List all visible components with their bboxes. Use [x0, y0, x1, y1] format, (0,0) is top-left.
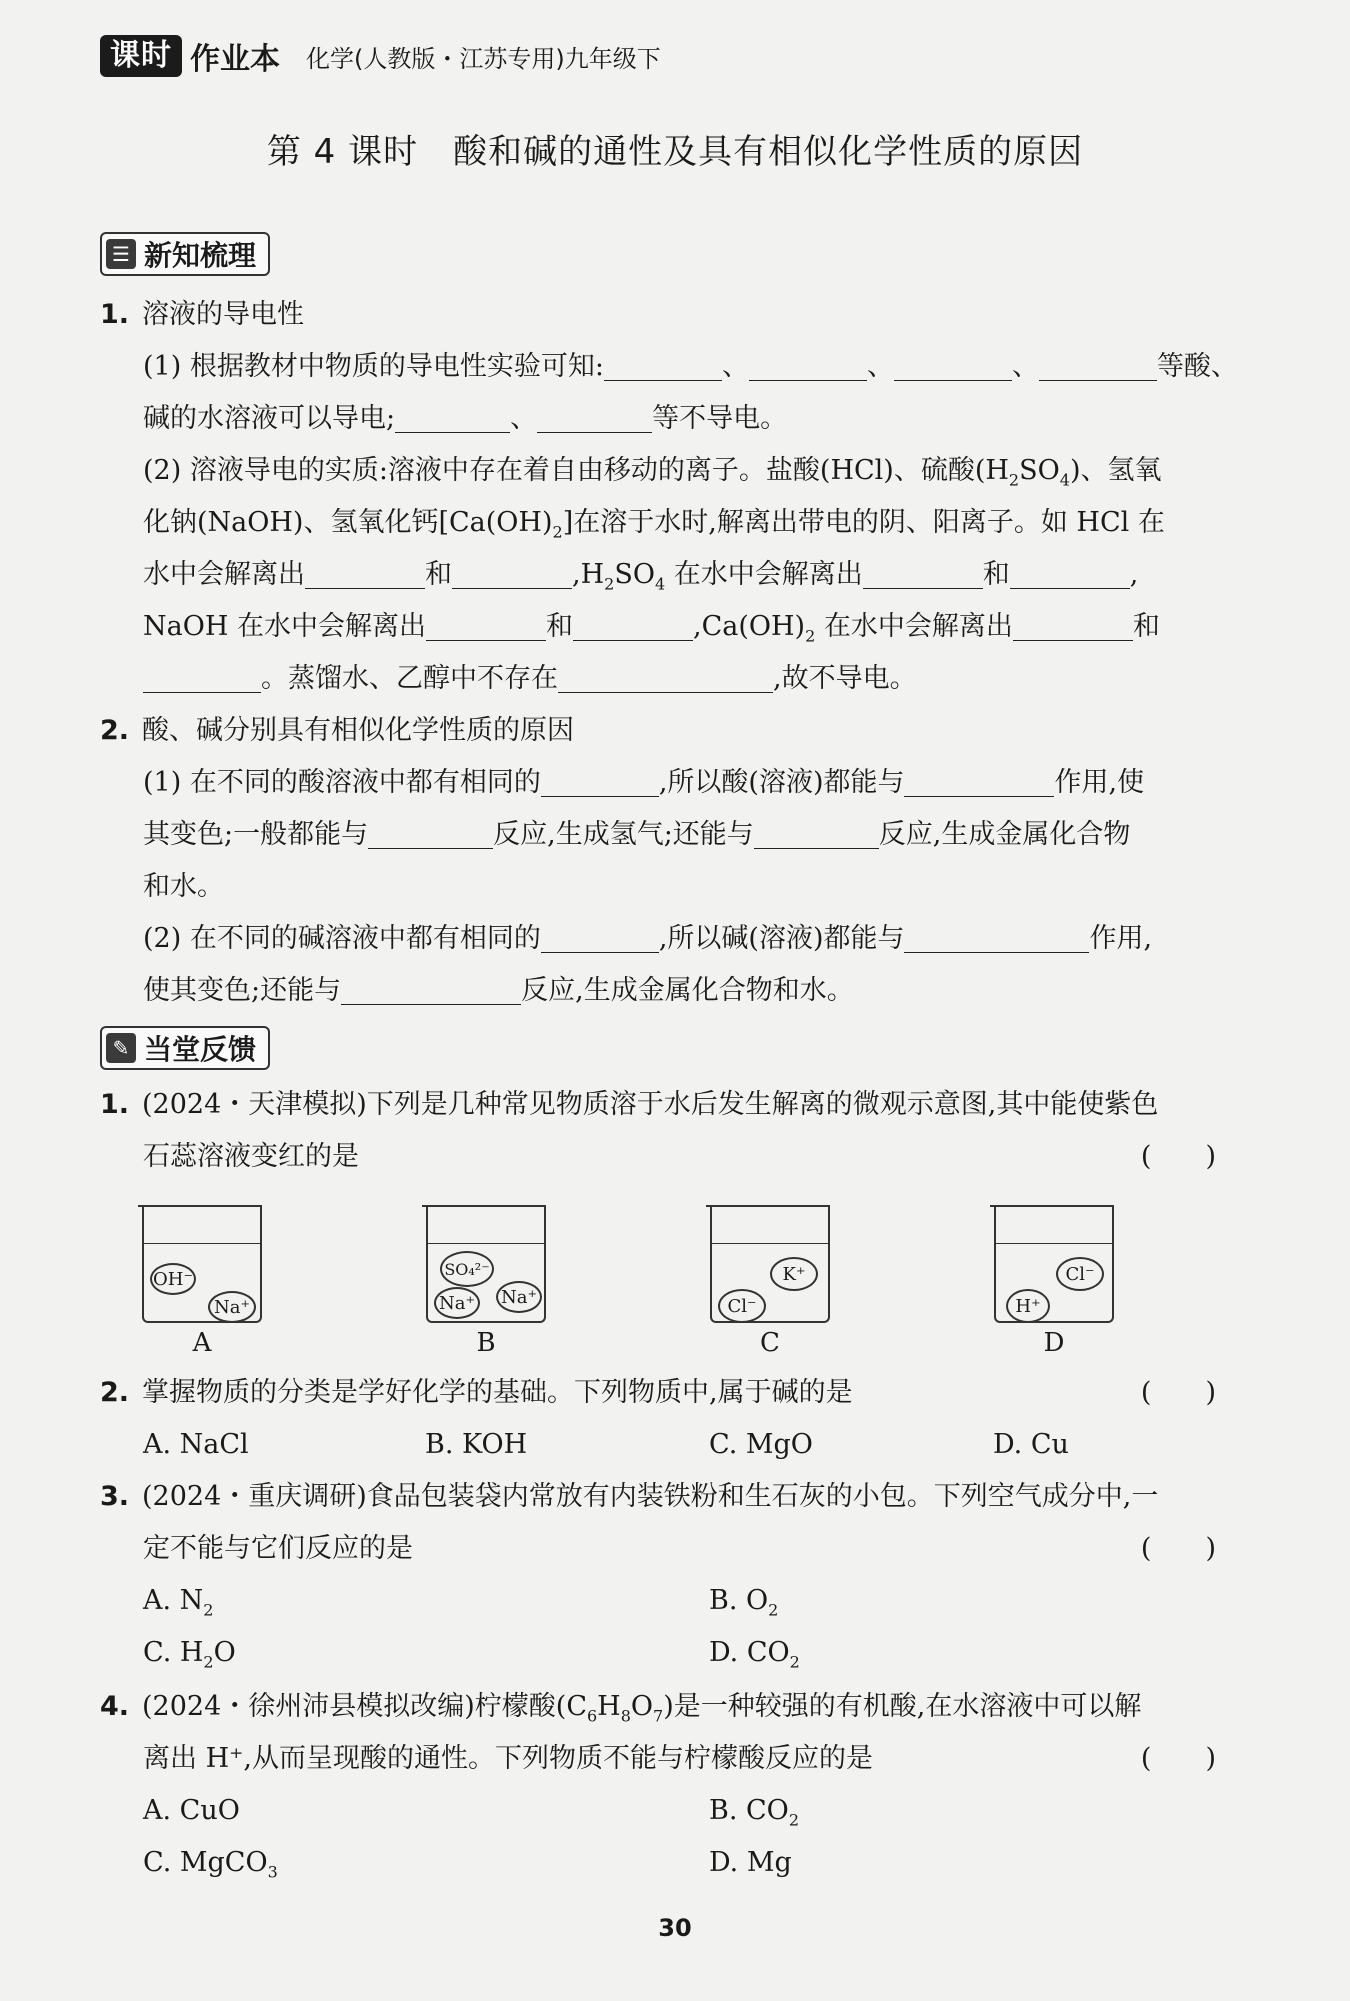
pencil-icon: ✎: [106, 1033, 136, 1063]
fb-q2-line-1: 2. 掌握物质的分类是学好化学的基础。下列物质中,属于碱的是 ( ): [100, 1374, 1240, 1412]
option-c: C. $H_2O$: [143, 1637, 236, 1672]
q2-line-3: 和水。: [143, 871, 224, 902]
ion: Cl⁻: [718, 1289, 766, 1323]
lesson-title: 第 4 课时 酸和碱的通性及具有相似化学性质的原因: [266, 132, 1084, 172]
option-d: D. $CO_2$: [709, 1637, 800, 1672]
beaker-b: [426, 1205, 546, 1325]
ion: Na⁺: [496, 1281, 542, 1313]
answer-paren: ( ): [1140, 1377, 1216, 1408]
option-b: B. KOH: [425, 1429, 528, 1460]
q1-line-2: 碱的水溶液可以导电; 、 等不导电。: [143, 403, 788, 434]
option-a: A. CuO: [143, 1795, 240, 1826]
ion: SO₄²⁻: [440, 1251, 494, 1287]
q1-line-6: NaOH 在水中会解离出 和 $,Ca(OH)_2$ 在水中会解离出 和: [143, 611, 1160, 646]
answer-paren: ( ): [1140, 1533, 1216, 1564]
q1-line-3: (2) 溶液导电的实质:溶液中存在着自由移动的离子。盐酸(HCl)、硫酸$(H_2SO_4)$、氢氧: [143, 455, 1162, 490]
q2-line-4: (2) 在不同的碱溶液中都有相同的 ,所以碱(溶液)都能与 作用,: [143, 923, 1153, 954]
option-c: C. MgCO$_3$: [143, 1847, 278, 1882]
option-b: B. $CO_2$: [709, 1795, 799, 1830]
beaker-label-a: A: [192, 1328, 212, 1358]
q1-line-5: 水中会解离出 和 $,H_2SO_4$ 在水中会解离出 和 ,: [143, 559, 1139, 594]
option-d: D. Mg: [709, 1847, 792, 1878]
ion: Na⁺: [434, 1287, 480, 1319]
subject-info: 化学(人教版・江苏专用)九年级下: [306, 44, 661, 73]
q2-heading: 2. 酸、碱分别具有相似化学性质的原因: [100, 715, 574, 746]
q2-line-1: (1) 在不同的酸溶液中都有相同的 ,所以酸(溶液)都能与 作用,使: [143, 767, 1145, 798]
ion: H⁺: [1006, 1289, 1050, 1323]
fb-q1-line-2: 石蕊溶液变红的是 ( ): [143, 1138, 1283, 1176]
ion: OH⁻: [150, 1263, 196, 1295]
fb-q3-line-1: 3. (2024・重庆调研)食品包装袋内常放有内装铁粉和生石灰的小包。下列空气成分中,一: [100, 1481, 1159, 1512]
page-number: 30: [658, 1914, 692, 1942]
section-badge-feedback: ✎ 当堂反馈: [100, 1026, 270, 1070]
q1-heading: 1. 溶液的导电性: [100, 299, 304, 330]
series-name: 作业本: [190, 42, 280, 77]
q1-line-1: (1) 根据教材中物质的导电性实验可知: 、 、 、 等酸、: [143, 351, 1238, 382]
series-logo: 课时: [100, 35, 182, 77]
ion: Na⁺: [208, 1291, 256, 1323]
answer-paren: ( ): [1140, 1743, 1216, 1774]
beaker-a: [142, 1205, 262, 1325]
option-b: B. $O_2$: [709, 1585, 779, 1620]
option-a: A. $N_2$: [143, 1585, 214, 1620]
section-badge-xinzhi: ☰ 新知梳理: [100, 232, 270, 276]
beaker-d: [994, 1205, 1114, 1325]
beaker-label-c: C: [760, 1328, 780, 1358]
answer-paren: ( ): [1140, 1141, 1216, 1172]
ion: K⁺: [770, 1257, 818, 1291]
q2-line-5: 使其变色;还能与 反应,生成金属化合物和水。: [143, 975, 854, 1006]
option-c: C. MgO: [709, 1429, 813, 1460]
beaker-label-d: D: [1043, 1328, 1065, 1358]
q1-line-4: 化钠(NaOH)、氢氧化钙$[Ca(OH)_2]$在溶于水时,解离出带电的阴、阳离子。如 HCl 在: [143, 507, 1165, 542]
running-header: [100, 34, 661, 78]
fb-q4-line-1: 4. (2024・徐州沛县模拟改编)柠檬酸$(C_6H_8O_7)$是一种较强的有机酸,在水溶液中可以解: [100, 1691, 1142, 1726]
fb-q1-line-1: 1. (2024・天津模拟)下列是几种常见物质溶于水后发生解离的微观示意图,其中能使紫色: [100, 1089, 1159, 1120]
beaker-c: [710, 1205, 830, 1325]
notebook-icon: ☰: [106, 239, 136, 269]
option-a: A. NaCl: [143, 1429, 249, 1460]
beaker-label-b: B: [476, 1328, 496, 1358]
fb-q3-line-2: 定不能与它们反应的是 ( ): [143, 1530, 1283, 1568]
q1-line-7: 。蒸馏水、乙醇中不存在 ,故不导电。: [143, 660, 1283, 698]
q2-line-2: 其变色;一般都能与 反应,生成氢气;还能与 反应,生成金属化合物: [143, 819, 1131, 850]
fb-q4-line-2: 离出 H⁺,从而呈现酸的通性。下列物质不能与柠檬酸反应的是 ( ): [143, 1740, 1283, 1778]
ion: Cl⁻: [1056, 1257, 1104, 1291]
option-d: D. Cu: [993, 1429, 1069, 1460]
